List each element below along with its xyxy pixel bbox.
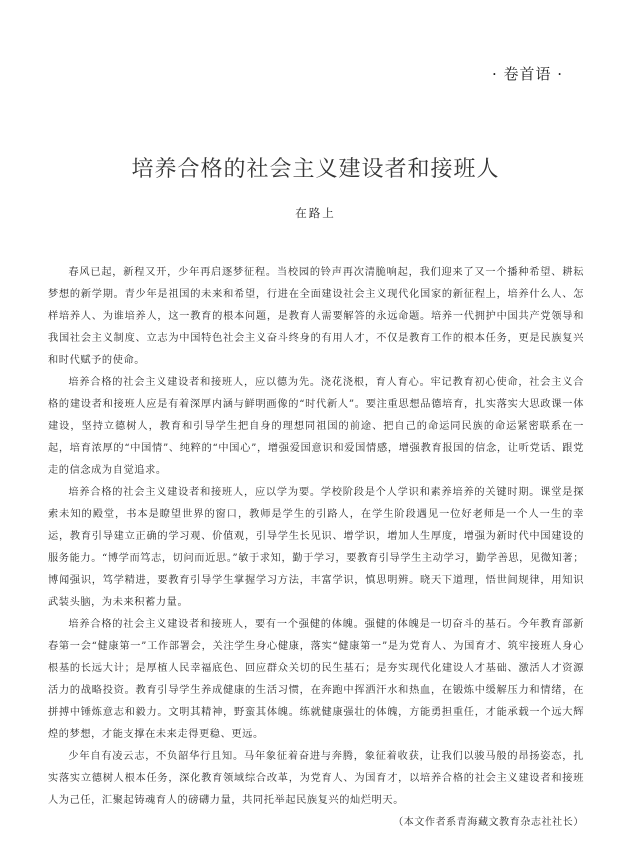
paragraph-1: 春风已起，新程又开，少年再启逐梦征程。当校园的铃声再次清脆响起，我们迎来了又一个播种希望、耕耘梦想的新学期。青少年是祖国的未来和希望，行进在全面建设社会主义现代化国家的新征程上，培养什么人、怎样培养人、为谁培养人，这一教育的根本问题，是教育人需要解答的永远命题。培养一代拥护中国共产党领导和我国社会主义制度、立志为中国特色社会主义奋斗终身的有用人才，不仅是教育工作的根本任务，更是民族复兴和时代赋予的使命。	[48, 267, 584, 366]
paragraph-3: 培养合格的社会主义建设者和接班人，应以学为要。学校阶段是个人学识和素养培养的关键时期。课堂是探索未知的殿堂，书本是瞭望世界的窗口，教师是学生的引路人，在学生阶段遇见一位好老师是一个人一生的幸运，教育引导建立正确的学习观、价值观，引导学生长见识、增学识，增加人生厚度，增强为新时代中国建设的服务能力。“博学而笃志，切问而近思。”敏于求知，勤于学习，要教育引导学生主动学习，勤学善思，见微知著；博闻强识，笃学精进，要教育引导学生掌握学习方法，丰富学识，慎思明辨。晓天下道理，悟世间规律，用知识武装头脑，为未来积蓄力量。	[48, 487, 584, 608]
author-note: （本文作者系青海藏文教育杂志社社长）	[393, 817, 584, 828]
paragraph-4: 培养合格的社会主义建设者和接班人，要有一个强健的体魄。强健的体魄是一切奋斗的基石。今年教育部新春第一会“健康第一”工作部署会，关注学生身心健康，落实“健康第一”是为党育人、为国育才、筑牢接班人身心根基的长远大计；是厚植人民幸福底色、回应群众关切的民生基石；是夯实现代化建设人才基础、激活人才资源活力的战略投资。教育引导学生养成健康的生活习惯，在奔跑中挥洒汗水和热血，在锻炼中缓解压力和情绪，在拼搏中锤炼意志和毅力。文明其精神，野蛮其体魄。练就健康强壮的体魄，方能勇担重任，才能承载一个远大辉煌的梦想，才能支撑在未来走得更稳、更远。	[48, 619, 584, 740]
article-body	[48, 262, 584, 832]
article-title: 培养合格的社会主义建设者和接班人	[131, 157, 500, 182]
article-author: 在路上	[295, 206, 336, 220]
paragraph-2: 培养合格的社会主义建设者和接班人，应以德为先。浇花浇根，育人育心。牢记教育初心使命，社会主义合格的建设者和接班人应是有着深厚内涵与鲜明画像的“时代新人”。要注重思想品德培育，扎实落实大思政课一体建设，坚持立德树人，教育和引导学生把自身的理想同祖国的前途、把自己的命运同民族的命运紧密联系在一起，培育浓厚的“中国情”、纯粹的“中国心”，增强爱国意识和爱国情感，增强教育报国的信念，让听党话、跟党走的信念成为自觉追求。	[48, 377, 584, 476]
column-title: · 卷首语 ·	[492, 65, 564, 83]
paragraph-5: 少年自有凌云志，不负韶华行且知。马年象征着奋进与奔腾，象征着收获，让我们以骏马般的昂扬姿态，扎实落实立德树人根本任务，深化教育领域综合改革，为党育人、为国育才，以培养合格的社会主义建设者和接班人为己任，汇聚起铸魂育人的磅礴力量，共同托举起民族复兴的灿烂明天。	[48, 751, 584, 806]
